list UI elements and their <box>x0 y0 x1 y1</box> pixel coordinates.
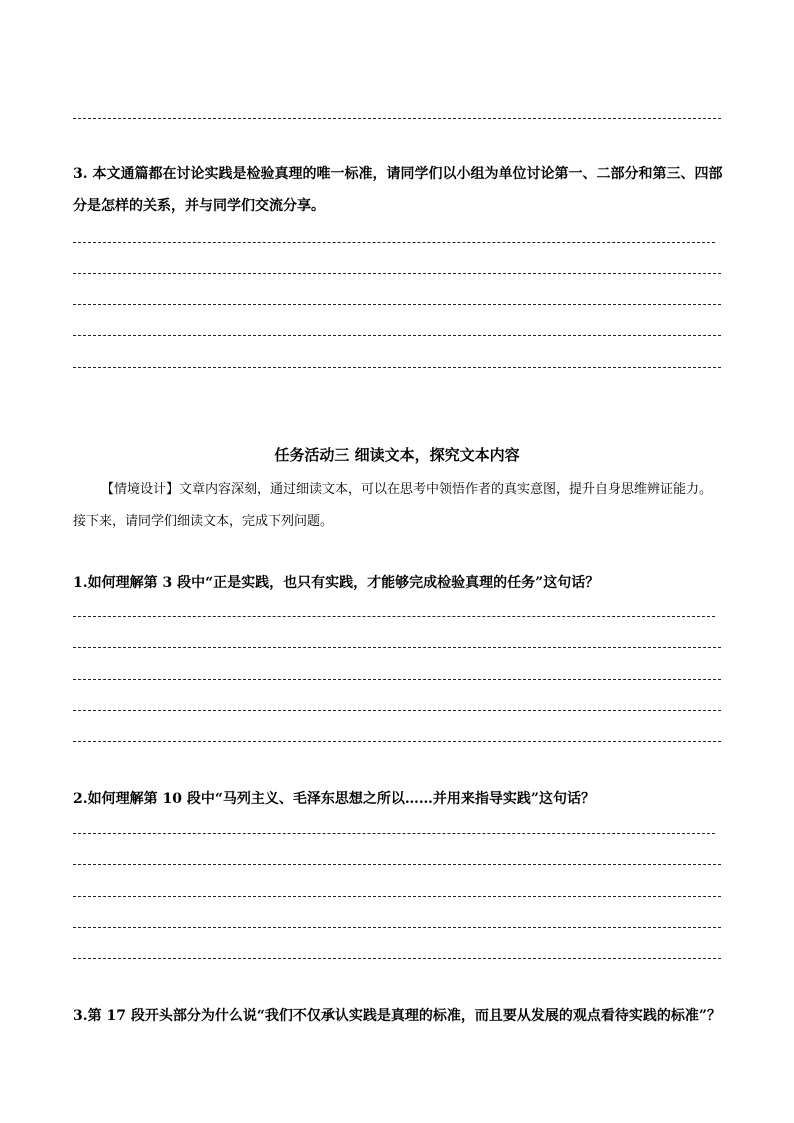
section-title: 任务活动三 细读文本，探究文本内容 <box>274 446 520 464</box>
answer-line <box>73 927 721 928</box>
scenario-paragraph: 【情境设计】文章内容深刻，通过细读文本，可以在思考中领悟作者的真实意图，提升自身思维辨证能力。接下来，请同学们细读文本，完成下列问题。 <box>73 482 713 529</box>
answer-line <box>73 958 721 959</box>
answer-line <box>73 242 715 243</box>
question-3-text: 3. 本文通篇都在讨论实践是检验真理的唯一标准，请同学们以小组为单位讨论第一、二部分和第三、四部分是怎样的关系，并与同学们交流分享。 <box>73 166 723 214</box>
answer-line <box>73 710 721 711</box>
answer-line <box>73 304 721 305</box>
answer-line <box>73 118 721 119</box>
answer-line <box>73 864 721 865</box>
answer-line <box>73 647 721 648</box>
answer-line <box>73 741 721 742</box>
task3-question-3: 3.第 17 段开头部分为什么说“我们不仅承认实践是真理的标准，而且要从发展的观点看待实践的标准”？ <box>73 1008 721 1024</box>
answer-line <box>73 367 721 368</box>
answer-line <box>73 833 715 834</box>
answer-line <box>73 896 721 897</box>
answer-line <box>73 679 721 680</box>
answer-line <box>73 273 721 274</box>
answer-line <box>73 335 721 336</box>
answer-line <box>73 616 715 617</box>
task3-question-1: 1.如何理解第 3 段中“正是实践，也只有实践，才能够完成检验真理的任务”这句话？ <box>73 575 600 591</box>
task3-question-2: 2.如何理解第 10 段中“马列主义、毛泽东思想之所以……并用来指导实践”这句话？ <box>73 791 595 807</box>
